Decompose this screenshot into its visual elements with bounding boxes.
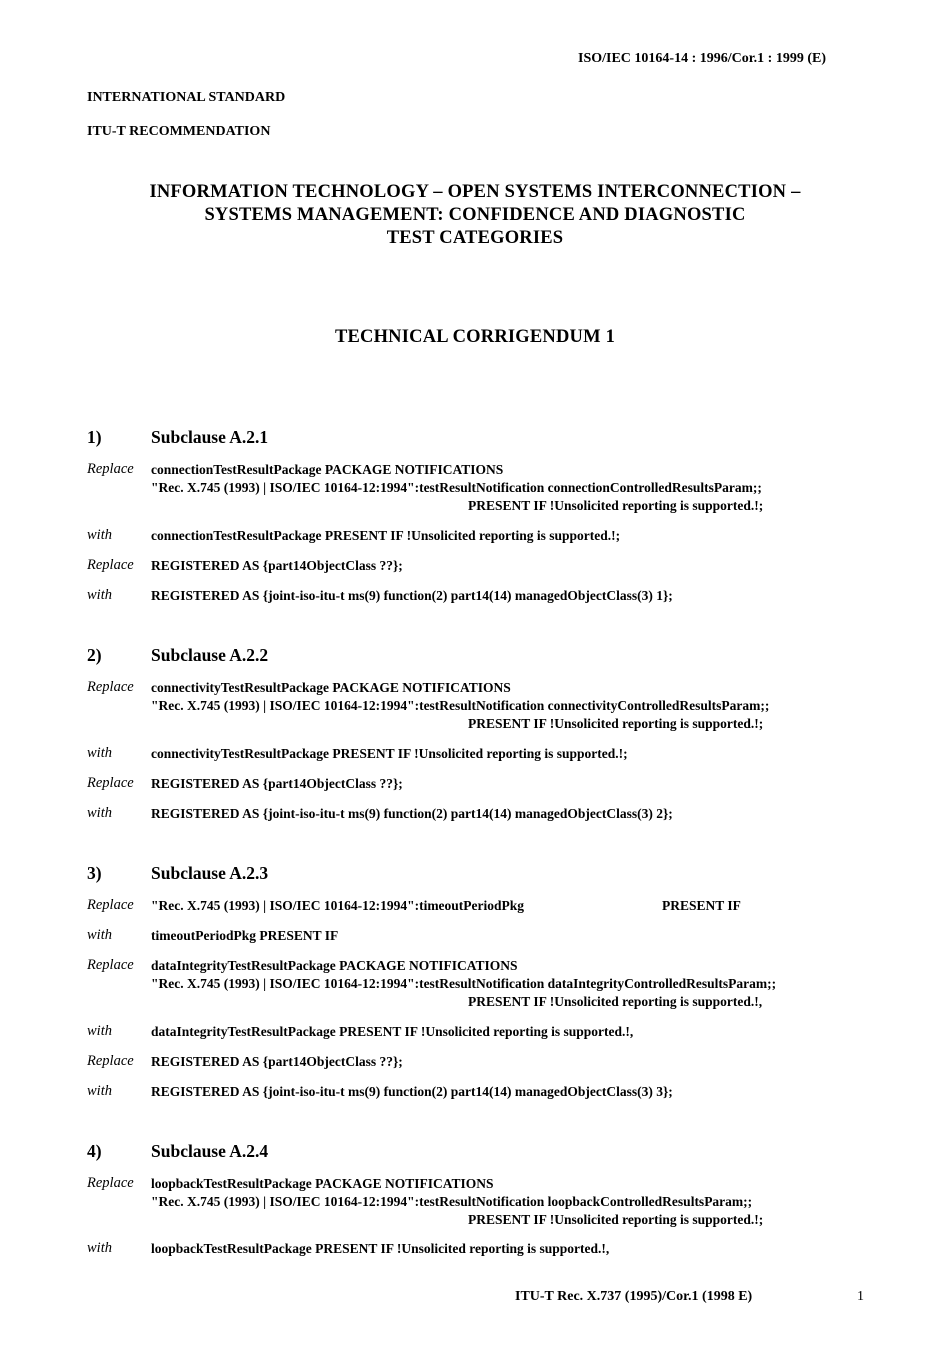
section-number: 3) [87, 863, 102, 883]
entry-line: REGISTERED AS {part14ObjectClass ??}; [151, 776, 403, 791]
entry-line: timeoutPeriodPkg PRESENT IF [151, 928, 339, 943]
entry-indent-line: PRESENT IF !Unsolicited reporting is supported.!; [468, 498, 764, 513]
entry-aside: PRESENT IF [662, 898, 741, 913]
entry-line: REGISTERED AS {joint-iso-itu-t ms(9) function(2) part14(14) managedObjectClass(3) 2}; [151, 806, 673, 821]
section-number: 2) [87, 645, 102, 665]
entry-line: "Rec. X.745 (1993) | ISO/IEC 10164-12:1994":testResultNotification loopbackControlledResultsParam;; [151, 1194, 753, 1209]
corrigendum-title: TECHNICAL CORRIGENDUM 1 [334, 327, 616, 347]
entry-tag: with [87, 587, 112, 603]
section-title: Subclause A.2.1 [151, 427, 269, 447]
entry-line: loopbackTestResultPackage PRESENT IF !Unsolicited reporting is supported.!, [151, 1241, 610, 1256]
title-line-2: SYSTEMS MANAGEMENT: CONFIDENCE AND DIAGNOSTIC [204, 205, 746, 225]
entry-line: REGISTERED AS {part14ObjectClass ??}; [151, 558, 403, 573]
title-line-3: TEST CATEGORIES [386, 228, 564, 248]
entry-tag: with [87, 527, 112, 543]
entry-tag: Replace [87, 557, 134, 573]
page-number: 1 [857, 1289, 864, 1304]
entry-line: loopbackTestResultPackage PACKAGE NOTIFICATIONS [151, 1176, 494, 1191]
entry-line: REGISTERED AS {part14ObjectClass ??}; [151, 1054, 403, 1069]
entry-line: dataIntegrityTestResultPackage PRESENT IF !Unsolicited reporting is supported.!, [151, 1024, 634, 1039]
entry-line: REGISTERED AS {joint-iso-itu-t ms(9) function(2) part14(14) managedObjectClass(3) 1}; [151, 588, 673, 603]
entry-tag: Replace [87, 1053, 134, 1069]
entry-line: "Rec. X.745 (1993) | ISO/IEC 10164-12:1994":timeoutPeriodPkg [151, 898, 525, 913]
entry-line: REGISTERED AS {joint-iso-itu-t ms(9) function(2) part14(14) managedObjectClass(3) 3}; [151, 1084, 673, 1099]
entry-tag: Replace [87, 679, 134, 695]
entry-indent-line: PRESENT IF !Unsolicited reporting is supported.!; [468, 716, 764, 731]
entry-tag: with [87, 745, 112, 761]
entry-tag: Replace [87, 461, 134, 477]
entry-tag: with [87, 805, 112, 821]
entry-tag: Replace [87, 897, 134, 913]
entry-line: connectionTestResultPackage PACKAGE NOTIFICATIONS [151, 462, 504, 477]
entry-tag: with [87, 1023, 112, 1039]
section-title: Subclause A.2.4 [151, 1141, 269, 1161]
entry-line: connectivityTestResultPackage PRESENT IF !Unsolicited reporting is supported.!; [151, 746, 628, 761]
recommendation-label: ITU-T RECOMMENDATION [87, 124, 271, 139]
title-line-1: INFORMATION TECHNOLOGY – OPEN SYSTEMS INTERCONNECTION – [149, 182, 801, 202]
section-number: 4) [87, 1141, 102, 1161]
entry-indent-line: PRESENT IF !Unsolicited reporting is supported.!; [468, 1212, 764, 1227]
entry-line: connectionTestResultPackage PRESENT IF !Unsolicited reporting is supported.!; [151, 528, 621, 543]
entry-tag: Replace [87, 1175, 134, 1191]
entry-tag: with [87, 1240, 112, 1256]
entry-tag: with [87, 1083, 112, 1099]
entry-line: "Rec. X.745 (1993) | ISO/IEC 10164-12:1994":testResultNotification dataIntegrityControlledResultsParam;; [151, 976, 777, 991]
document-id: ISO/IEC 10164-14 : 1996/Cor.1 : 1999 (E) [578, 51, 826, 66]
entry-line: "Rec. X.745 (1993) | ISO/IEC 10164-12:1994":testResultNotification connectivityControlledResultsParam;; [151, 698, 770, 713]
entry-indent-line: PRESENT IF !Unsolicited reporting is supported.!, [468, 994, 763, 1009]
entry-tag: Replace [87, 957, 134, 973]
entry-line: dataIntegrityTestResultPackage PACKAGE NOTIFICATIONS [151, 958, 518, 973]
section-title: Subclause A.2.3 [151, 863, 269, 883]
standard-label: INTERNATIONAL STANDARD [87, 90, 286, 105]
footer-rec: ITU-T Rec. X.737 (1995)/Cor.1 (1998 E) [515, 1289, 753, 1304]
section-number: 1) [87, 427, 102, 447]
entry-line: connectivityTestResultPackage PACKAGE NOTIFICATIONS [151, 680, 511, 695]
entry-line: "Rec. X.745 (1993) | ISO/IEC 10164-12:1994":testResultNotification connectionControlledResultsParam;; [151, 480, 762, 495]
entry-tag: with [87, 927, 112, 943]
entry-tag: Replace [87, 775, 134, 791]
section-title: Subclause A.2.2 [151, 645, 269, 665]
